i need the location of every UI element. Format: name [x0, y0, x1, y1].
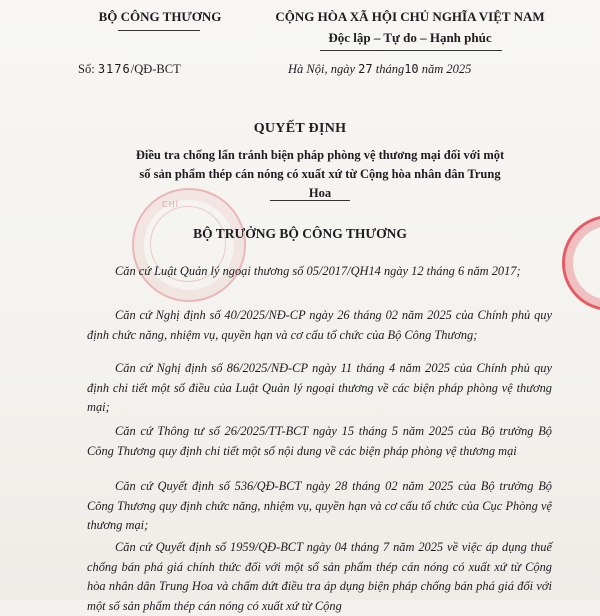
document-number-value: 3176 [97, 62, 131, 76]
legal-basis-paragraph: Căn cứ Quyết định số 536/QĐ-BCT ngày 28 tháng 02 năm 2025 của Bộ trưởng Bộ Công Thương quy định chức năng, nhiệm vụ, quyền hạn và cơ cấu tổ chức của Cục Phòng vệ thương mại; [87, 479, 552, 532]
legal-basis-paragraph: Căn cứ Nghị định số 86/2025/NĐ-CP ngày 11 tháng 4 năm 2025 của Chính phủ quy định chi tiết một số điều của Luật Quản lý ngoại thương về các biện pháp phòng vệ thương mại; [87, 361, 552, 414]
official-seal [132, 188, 246, 302]
legal-basis-paragraph: Căn cứ Thông tư số 26/2025/TT-BCT ngày 15 tháng 5 năm 2025 của Bộ trưởng Bộ Công Thương quy định chi tiết một số nội dung về các biện pháp phòng vệ thương mại [87, 424, 552, 458]
agency-underline [118, 30, 200, 31]
document-type-title: QUYẾT ĐỊNH [253, 121, 347, 136]
legal-basis-paragraph: Căn cứ Nghị định số 40/2025/NĐ-CP ngày 26 tháng 02 năm 2025 của Chính phủ quy định chức năng, nhiệm vụ, quyền hạn và cơ cấu tổ chức của Bộ Công Thương; [87, 308, 552, 342]
place-and-date [288, 62, 471, 77]
date-month-label: tháng [375, 62, 405, 76]
date-day: 27 [358, 62, 373, 76]
national-motto: Độc lập – Tự do – Hạnh phúc [328, 30, 492, 45]
official-seal-lettering: CHÍ [162, 200, 179, 209]
date-month: 10 [404, 62, 419, 76]
issuing-authority: BỘ TRƯỞNG BỘ CÔNG THƯƠNG [193, 226, 407, 241]
document-subject: Điều tra chống lẩn tránh biện pháp phòng vệ thương mại đối với một số sản phẩm thép cán nóng có xuất xứ từ Cộng hòa nhân dân Trung Hoa [135, 148, 505, 200]
motto-underline [320, 50, 502, 51]
national-title: CỘNG HÒA XÃ HỘI CHỦ NGHĨA VIỆT NAM [275, 9, 545, 24]
issuing-agency: BỘ CÔNG THƯƠNG [98, 9, 222, 24]
document-number [78, 62, 181, 77]
legal-basis-paragraph: Căn cứ Luật Quản lý ngoại thương số 05/2017/QH14 ngày 12 tháng 6 năm 2017; [115, 264, 521, 278]
document-number-prefix: Số: [78, 62, 95, 76]
place-date-prefix: Hà Nội, ngày [288, 62, 356, 76]
date-year: năm 2025 [421, 62, 472, 76]
document-number-suffix: /QĐ-BCT [130, 62, 181, 76]
subject-underline [270, 200, 350, 201]
legal-basis-paragraph: Căn cứ Quyết định số 1959/QĐ-BCT ngày 04 tháng 7 năm 2025 về việc áp dụng thuế chống bán phá giá chính thức đối với một số sản phẩm thép cán nóng có xuất xứ từ Cộng hòa nhân dân Trung Hoa và chấm dứt điều tra áp dụng biện pháp chống bán phá giá đối với một số sản phẩm thép cán nóng có xuất xứ từ Cộng [87, 540, 552, 613]
